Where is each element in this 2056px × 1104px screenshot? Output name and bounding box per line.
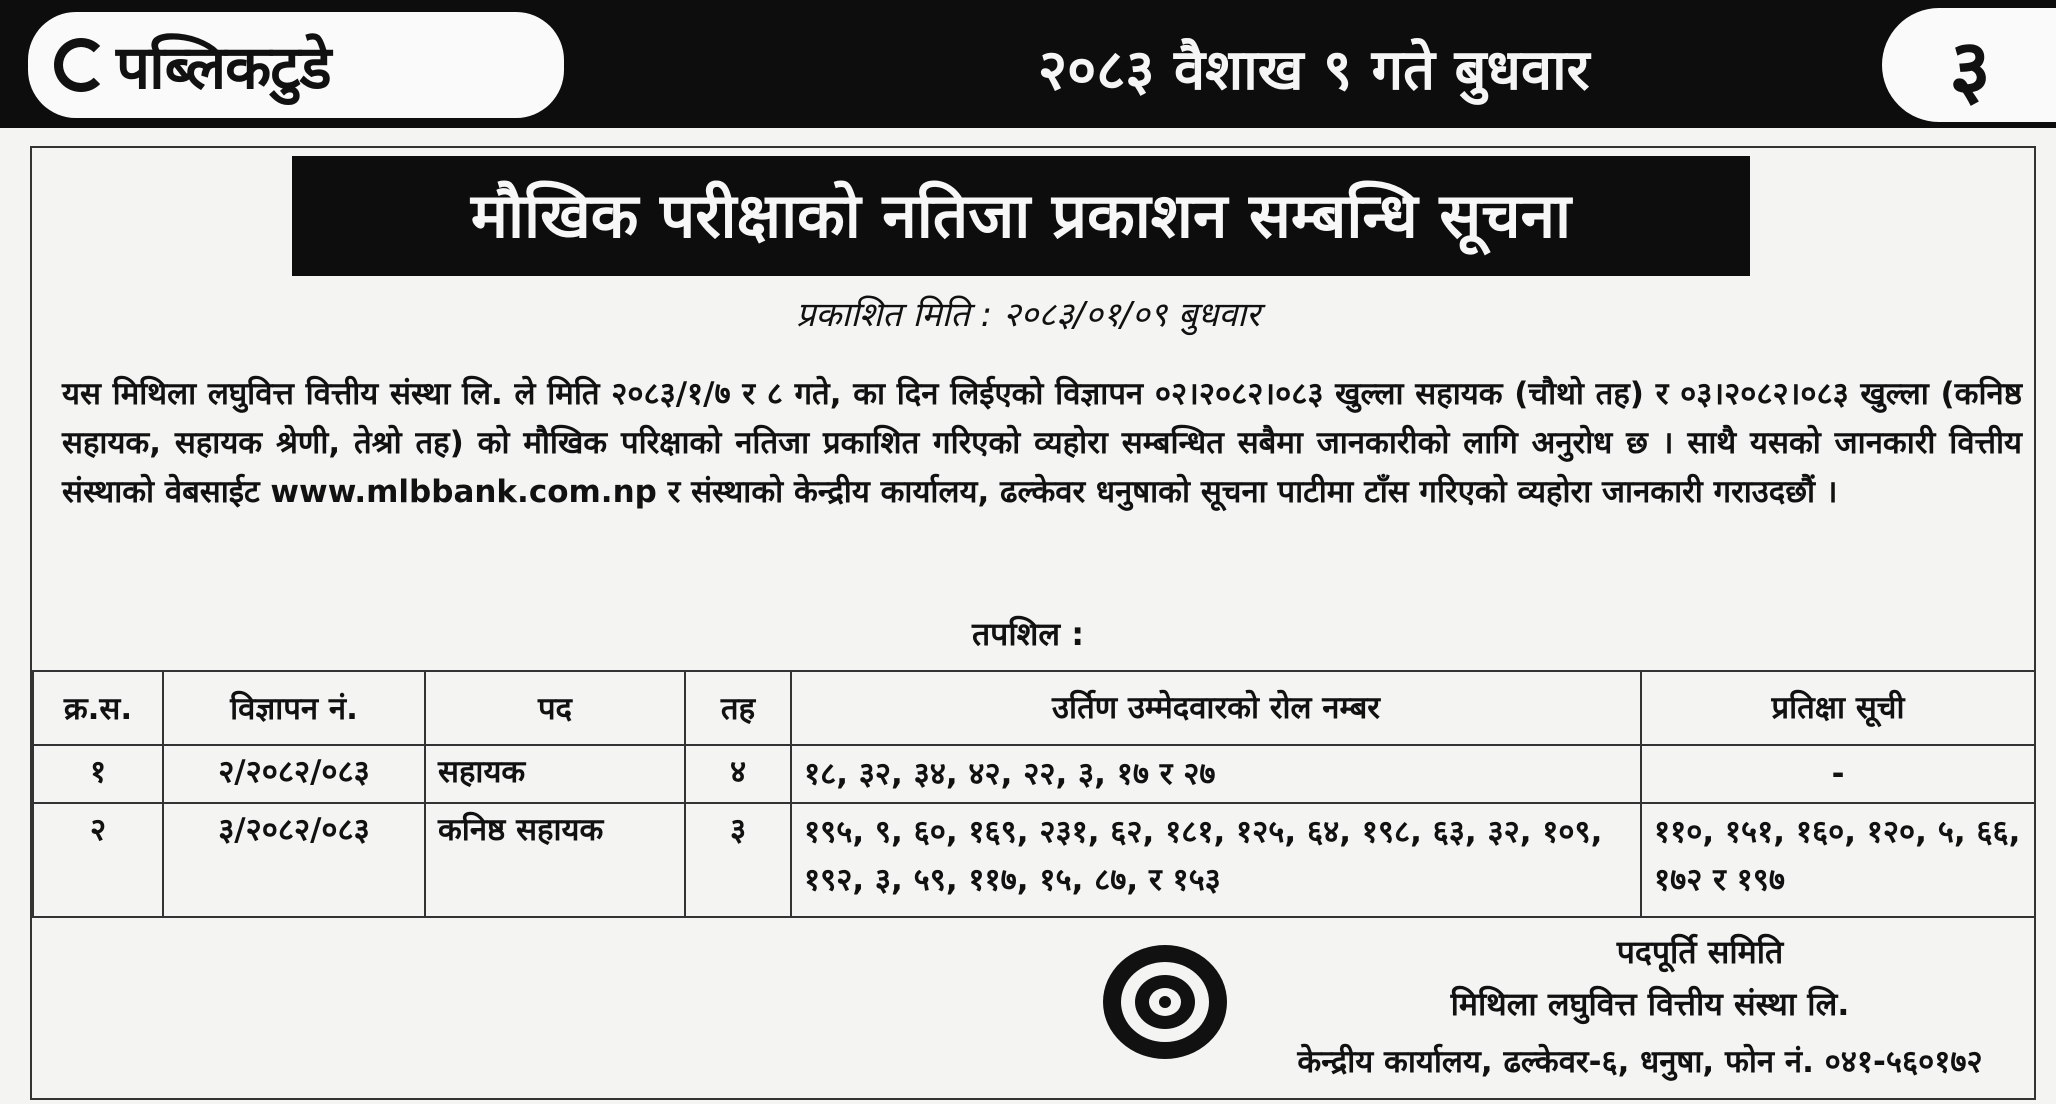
header-waiting-list: प्रतिक्षा सूची xyxy=(1641,671,2035,745)
table-row xyxy=(33,745,2035,803)
newspaper-logo xyxy=(28,12,564,118)
cell-level: ४ xyxy=(685,745,791,803)
table-header-row xyxy=(33,671,2035,745)
signature-address: केन्द्रीय कार्यालय, ढल्केवर-६, धनुषा, फोन नं. ०४१-५६०१७२ xyxy=(1297,1044,1983,1080)
cell-serial: १ xyxy=(33,745,163,803)
signature-committee: पदपूर्ति समिति xyxy=(1616,933,1784,971)
logo-mark-icon xyxy=(54,38,108,92)
cell-advertisement-no: ३/२०८२/०८३ xyxy=(163,803,425,917)
cell-level: ३ xyxy=(685,803,791,917)
notice-title: मौखिक परीक्षाको नतिजा प्रकाशन सम्बन्धि सूचना xyxy=(292,156,1750,276)
cell-roll-numbers: १९५, ९, ६०, १६९, २३१, ६२, १८१, १२५, ६४, १९८, ६३, ३२, १०९, १९२, ३, ५९, ११७, १५, ८७, र १५३ xyxy=(791,803,1641,917)
results-table xyxy=(32,670,2036,918)
signature-organization: मिथिला लघुवित्त वित्तीय संस्था लि. xyxy=(1450,985,1850,1023)
header-advertisement-no: विज्ञापन नं. xyxy=(163,671,425,745)
cell-waiting-list: ११०, १५१, १६०, १२०, ५, ६६, १७२ र १९७ xyxy=(1641,803,2035,917)
cell-advertisement-no: २/२०८२/०८३ xyxy=(163,745,425,803)
header-post: पद xyxy=(425,671,685,745)
cell-waiting-list: - xyxy=(1641,745,2035,803)
page-number: ३ xyxy=(1882,8,2056,122)
details-heading: तपशिल : xyxy=(971,615,1085,653)
cell-post: सहायक xyxy=(425,745,685,803)
header-level: तह xyxy=(685,671,791,745)
header-serial: क्र.स. xyxy=(33,671,163,745)
cell-post: कनिष्ठ सहायक xyxy=(425,803,685,917)
organization-seal-icon xyxy=(1098,940,1232,1064)
logo-text: पब्लिकटुडे xyxy=(116,33,331,103)
publish-date: प्रकाशित मिति : २०८३/०१/०९ बुधवार xyxy=(796,295,1260,335)
masthead xyxy=(0,0,2056,128)
notice-body: यस मिथिला लघुवित्त वित्तीय संस्था लि. ले मिति २०८३/१/७ र ८ गते, का दिन लिईएको विज्ञापन ०२।२०८२।०८३ खुल्ला सहायक (चौथो तह) र ०३।२०८२।०८३ खुल्ला (कनिष्ठ सहायक, सहायक श्रेणी, तेश्रो तह) को मौखिक परिक्षाको नतिजा प्रकाशित गरिएको व्यहोरा सम्बन्धित सबैमा जानकारीको लागि अनुरोध छ । साथै यसको जानकारी वित्तीय संस्थाको वेबसाईट www.mlbbank.com.np र संस्थाको केन्द्रीय कार्यालय, ढल्केवर धनुषाको सूचना पाटीमा टाँस गरिएको व्यहोरा जानकारी गराउदछौं । xyxy=(62,376,2022,510)
edition-date: २०८३ वैशाख ९ गते बुधवार xyxy=(1038,38,1590,103)
header-roll-numbers: उर्तिण उम्मेदवारको रोल नम्बर xyxy=(791,671,1641,745)
cell-roll-numbers: १८, ३२, ३४, ४२, २२, ३, १७ र २७ xyxy=(791,745,1641,803)
cell-serial: २ xyxy=(33,803,163,917)
table-row xyxy=(33,803,2035,917)
